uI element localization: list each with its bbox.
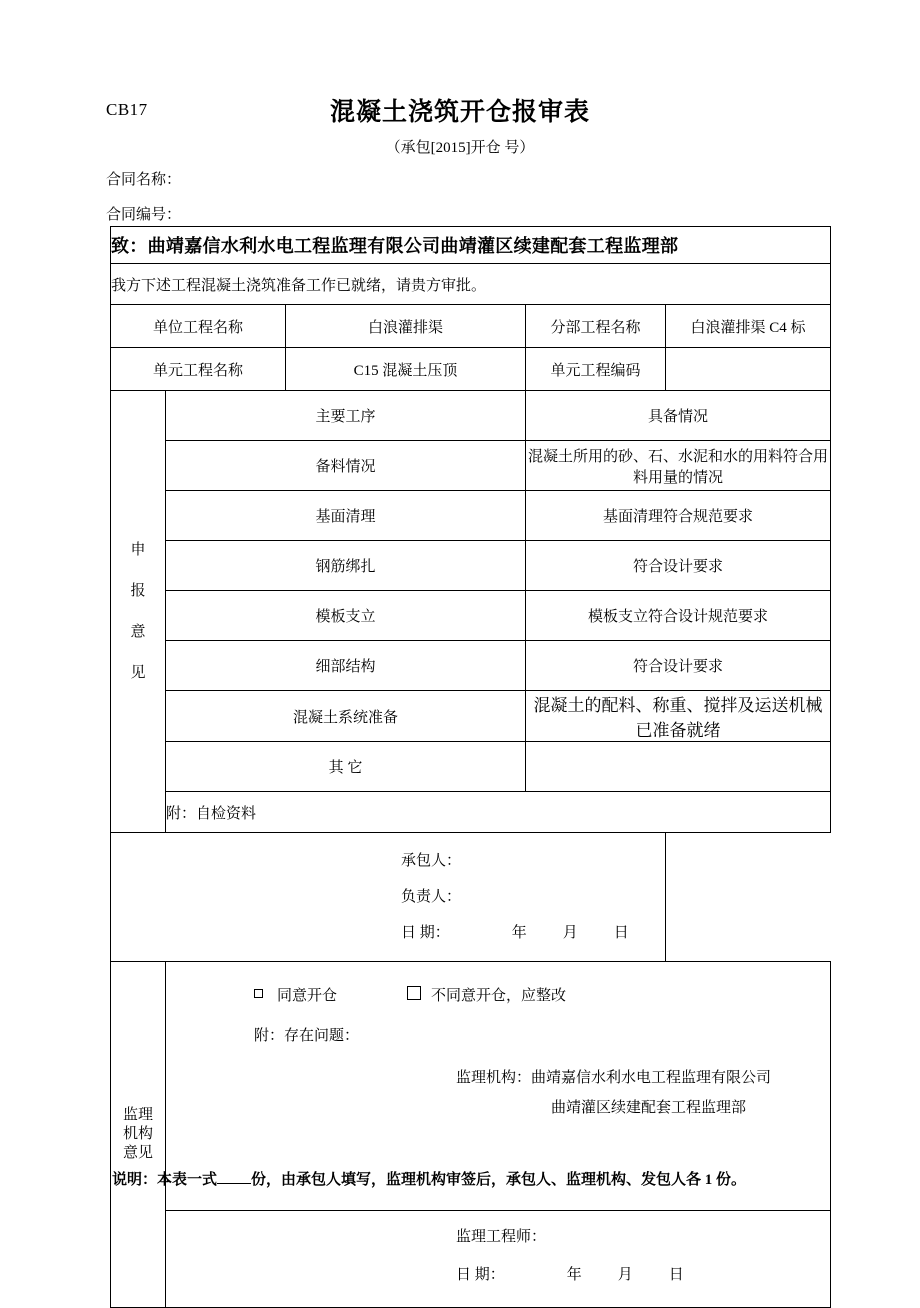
application-label-char: 意: [130, 623, 146, 640]
supervision-options: [254, 984, 566, 1005]
application-signature-row: [111, 833, 831, 962]
table-row: [111, 691, 831, 742]
element-project-code-label: 单元工程编码: [526, 348, 666, 391]
application-label-char: 报: [130, 582, 146, 599]
process-status[interactable]: 模板支立符合设计规范要求: [526, 591, 831, 641]
contract-number-label: 合同编号：: [106, 207, 182, 223]
year-label: 年: [511, 925, 527, 941]
contractor-label: 承包人：: [401, 853, 462, 869]
attachment-label: 附：自检资料: [166, 792, 831, 833]
table-row: [111, 742, 831, 792]
attachment-row: [111, 792, 831, 833]
footnote-blank[interactable]: [217, 1183, 251, 1184]
table-row: [111, 641, 831, 691]
element-project-name-value[interactable]: C15 混凝土压顶: [286, 348, 526, 391]
responsible-person-label: 负责人：: [401, 889, 462, 905]
process-status[interactable]: 符合设计要求: [526, 541, 831, 591]
process-status[interactable]: [526, 742, 831, 792]
process-status[interactable]: 混凝土所用的砂、石、水泥和水的用料符合用料用量的情况: [526, 441, 831, 491]
process-name: 细部结构: [166, 641, 526, 691]
table-row: [111, 591, 831, 641]
checkbox-disagree-icon[interactable]: [407, 986, 421, 1000]
division-project-name-label: 分部工程名称: [526, 305, 666, 348]
status-column-header: 具备情况: [526, 391, 831, 441]
process-status[interactable]: 混凝土的配料、称重、搅拌及运送机械已准备就绪: [526, 691, 831, 742]
process-name: 模板支立: [166, 591, 526, 641]
table-row: [111, 491, 831, 541]
document-subtitle: （承包[2015]开仓 号）: [385, 140, 535, 156]
unit-project-name-label: 单位工程名称: [111, 305, 286, 348]
date-label: 日 期：: [456, 1267, 505, 1283]
process-name: 其 它: [166, 742, 526, 792]
footnote: [112, 1168, 746, 1189]
addressee-line: 致：曲靖嘉信水利水电工程监理有限公司曲靖灌区续建配套工程监理部: [111, 227, 831, 264]
intro-row: [111, 264, 831, 305]
intro-text: 我方下述工程混凝土浇筑准备工作已就绪，请贵方审批。: [111, 264, 831, 305]
table-row: [111, 441, 831, 491]
supervision-section-label: [111, 962, 166, 1308]
addressee-row: [111, 227, 831, 264]
day-label: 日: [613, 925, 629, 941]
application-signature-block: [111, 833, 666, 962]
application-date-row: [401, 921, 629, 942]
element-project-code-value[interactable]: [666, 348, 831, 391]
form-code: CB17: [106, 100, 148, 119]
element-project-name-label: 单元工程名称: [111, 348, 286, 391]
footnote-suffix: 份，由承包人填写，监理机构审签后，承包人、监理机构、发包人各 1 份。: [251, 1172, 747, 1188]
process-name: 备料情况: [166, 441, 526, 491]
existing-problems-label: 附：存在问题：: [254, 1028, 360, 1044]
supervision-signature-block: [166, 1211, 831, 1308]
application-label-char: 申: [130, 541, 146, 558]
option-agree-label[interactable]: 同意开仓: [277, 988, 338, 1004]
supervision-engineer-label: 监理工程师：: [456, 1229, 547, 1245]
process-name: 基面清理: [166, 491, 526, 541]
main-form-table: [110, 226, 831, 1308]
supervision-organization-label: 监理机构：曲靖嘉信水利水电工程监理有限公司: [456, 1070, 772, 1086]
year-label: 年: [566, 1267, 582, 1283]
process-column-header: 主要工序: [166, 391, 526, 441]
footnote-prefix: 说明：本表一式: [112, 1172, 218, 1188]
month-label: 月: [617, 1267, 633, 1283]
page-title: 混凝土浇筑开仓报审表: [329, 99, 590, 126]
supervision-date-row: [456, 1263, 684, 1284]
process-status[interactable]: 基面清理符合规范要求: [526, 491, 831, 541]
supervision-label-line: 机构: [122, 1126, 153, 1142]
day-label: 日: [668, 1267, 684, 1283]
option-disagree-label[interactable]: 不同意开仓，应整改: [431, 988, 567, 1004]
unit-project-name-value[interactable]: 白浪灌排渠: [286, 305, 526, 348]
supervision-organization-line2: 曲靖灌区续建配套工程监理部: [551, 1100, 747, 1116]
supervision-signature-row: [111, 1211, 831, 1308]
contract-name-label: 合同名称：: [106, 172, 182, 188]
application-section-label: [111, 391, 166, 833]
table-row: [111, 348, 831, 391]
date-label: 日 期：: [401, 925, 450, 941]
supervision-label-line: 监理: [122, 1107, 153, 1123]
process-header-row: [111, 391, 831, 441]
application-label-char: 见: [130, 664, 146, 681]
checkbox-agree-icon[interactable]: [254, 989, 263, 998]
month-label: 月: [562, 925, 578, 941]
process-status[interactable]: 符合设计要求: [526, 641, 831, 691]
table-row: [111, 541, 831, 591]
supervision-label-line: 意见: [122, 1145, 153, 1161]
division-project-name-value[interactable]: 白浪灌排渠 C4 标: [666, 305, 831, 348]
process-name: 混凝土系统准备: [166, 691, 526, 742]
process-name: 钢筋绑扎: [166, 541, 526, 591]
table-row: [111, 305, 831, 348]
